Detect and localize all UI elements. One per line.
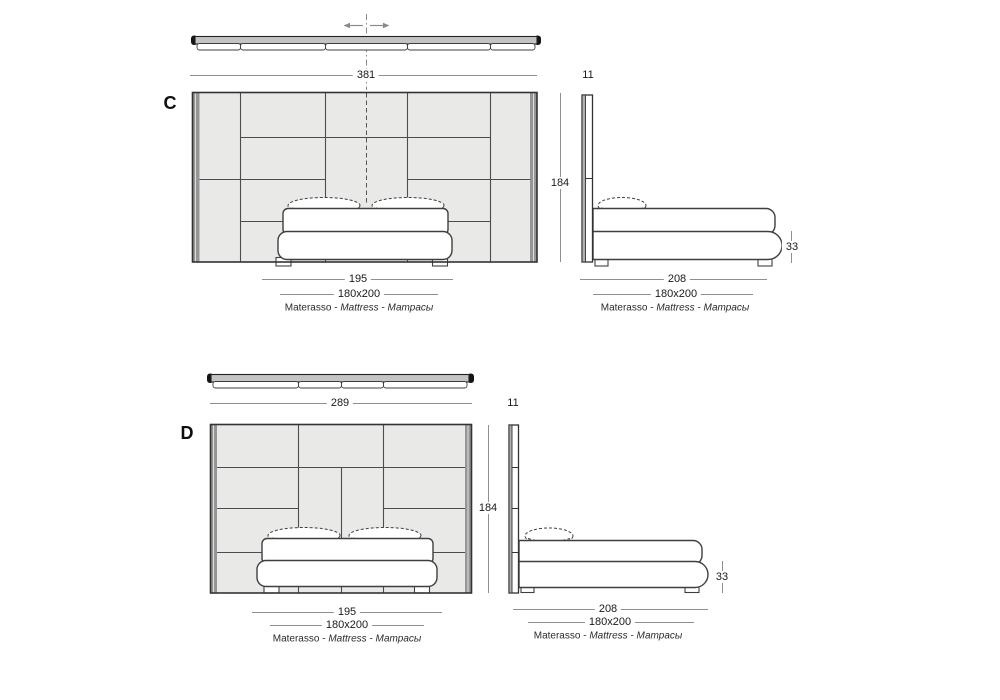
caption-it: Materasso <box>284 302 332 314</box>
plan-panel-bar <box>211 375 469 383</box>
mattress-size-c-side: 180x200 <box>651 288 701 300</box>
dim-length-d: 208 <box>595 603 621 615</box>
dim-plan-width-c: 381 <box>353 69 379 81</box>
caption-it: Materasso <box>533 630 581 642</box>
caption-ru: Матрасы <box>387 302 434 314</box>
plan-cushion <box>197 44 241 51</box>
dim-height-d: 184 <box>475 502 501 514</box>
mattress-caption-d-front <box>271 634 424 645</box>
plan-cushion <box>384 382 468 389</box>
bed-base-front <box>257 561 437 587</box>
caption-sep: - <box>331 302 341 314</box>
caption-en: Mattress <box>656 302 695 314</box>
plan-cushion <box>342 382 384 389</box>
mattress-front <box>262 539 433 564</box>
caption-sep: - <box>319 633 329 645</box>
caption-ru: Матрасы <box>375 633 422 645</box>
caption-sep: - <box>694 302 704 314</box>
caption-sep: - <box>580 630 590 642</box>
caption-it: Materasso <box>600 302 648 314</box>
plan-cushion <box>326 44 408 51</box>
caption-sep: - <box>366 633 376 645</box>
caption-it: Materasso <box>272 633 320 645</box>
mattress-side <box>593 209 775 235</box>
plan-cushion <box>299 382 342 389</box>
mattress-front <box>283 209 448 235</box>
dim-base-height-d: 33 <box>712 571 732 583</box>
plan-view-d <box>207 374 474 389</box>
mattress-caption-c-side <box>599 303 752 314</box>
mattress-size-d-front: 180x200 <box>322 619 372 631</box>
variant-label-c: C <box>163 93 177 114</box>
bed-side-d <box>519 528 708 593</box>
dim-bed-width-d: 195 <box>334 606 360 618</box>
dim-panel-thickness-d: 11 <box>503 397 522 409</box>
plan-cushion-strip <box>213 382 467 389</box>
caption-en: Mattress <box>340 302 379 314</box>
dim-base-height-c: 33 <box>782 241 802 253</box>
caption-sep: - <box>378 302 388 314</box>
plan-cushion <box>491 44 536 51</box>
plan-cushion <box>408 44 491 51</box>
dim-length-c: 208 <box>664 273 690 285</box>
plan-panel-bar <box>195 37 537 45</box>
bed-side-c <box>593 198 782 267</box>
arrow-left-head <box>344 23 351 28</box>
mattress-caption-c-front <box>283 303 436 314</box>
front-view-d <box>211 425 472 594</box>
dim-plan-width-d: 289 <box>327 397 353 409</box>
mattress-size-d-side: 180x200 <box>585 616 635 628</box>
front-view-c <box>193 93 538 267</box>
caption-sep: - <box>647 302 657 314</box>
plan-view-c <box>191 36 541 51</box>
side-view-d <box>509 425 708 593</box>
bed-base-front <box>278 232 452 260</box>
caption-sep: - <box>627 630 637 642</box>
dim-panel-thickness-c: 11 <box>578 69 597 81</box>
dim-height-c: 184 <box>547 177 573 189</box>
variant-label-d: D <box>180 423 194 444</box>
bed-base-side <box>519 562 708 588</box>
caption-en: Mattress <box>589 630 628 642</box>
dim-bed-width-c: 195 <box>345 273 371 285</box>
plan-cushion <box>241 44 326 51</box>
bed-base-side <box>593 232 782 260</box>
caption-en: Mattress <box>328 633 367 645</box>
plan-cushion <box>213 382 299 389</box>
plan-cushion-strip <box>197 44 535 51</box>
caption-ru: Матрасы <box>703 302 750 314</box>
mattress-size-c-front: 180x200 <box>334 288 384 300</box>
side-view-c <box>582 95 782 266</box>
caption-ru: Матрасы <box>636 630 683 642</box>
mattress-caption-d-side <box>532 631 685 642</box>
arrow-right-head <box>383 23 390 28</box>
